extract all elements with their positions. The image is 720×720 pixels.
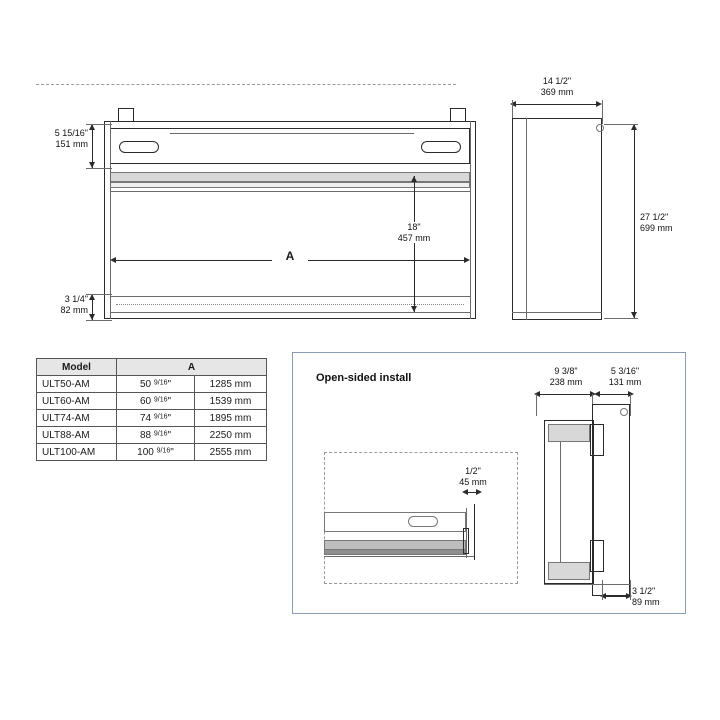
cell-inch: 60 $^{9/16}$" bbox=[117, 393, 195, 410]
cell-mm: 1895 mm bbox=[195, 410, 267, 427]
dim-A-arrow-left bbox=[110, 257, 116, 263]
dim-side-height-inch: 27 1/2" bbox=[640, 212, 669, 222]
dim-left-offset-inch: 9 3/8" bbox=[554, 366, 578, 376]
dim-left-offset-mm: 238 mm bbox=[549, 376, 583, 387]
cell-inch-whole: 88 bbox=[139, 429, 152, 441]
plan-floor-line bbox=[324, 556, 474, 557]
dim-gap-inch: 1/2" bbox=[465, 466, 481, 476]
section-bottom-chamber bbox=[548, 562, 590, 580]
cell-inch-frac: 9/16 bbox=[153, 413, 168, 421]
mount-tab-right bbox=[450, 108, 466, 122]
cell-model: ULT74-AM bbox=[37, 410, 117, 427]
dim-bottom-ext-left bbox=[602, 580, 603, 600]
table-row bbox=[37, 444, 267, 461]
louver-left bbox=[119, 141, 159, 153]
section-lower-bracket bbox=[590, 540, 604, 572]
cell-inch: 88 $^{9/16}$" bbox=[117, 427, 195, 444]
cell-mm: 2250 mm bbox=[195, 427, 267, 444]
dim-gap-mm: 45 mm bbox=[459, 476, 487, 487]
dim-side-height-label bbox=[640, 212, 714, 233]
table-row bbox=[37, 410, 267, 427]
front-top-dashed-line bbox=[36, 84, 456, 85]
dim-height-top-inch: 5 15/16" bbox=[54, 128, 88, 138]
dim-gap-arrow-left bbox=[462, 489, 468, 495]
cell-inch-whole: 100 bbox=[137, 446, 154, 458]
dim-left-offset-arrow-left bbox=[534, 391, 540, 397]
firebox-floor-line bbox=[110, 191, 470, 192]
dim-depth-arrow-left bbox=[510, 101, 516, 107]
cell-model: ULT60-AM bbox=[37, 393, 117, 410]
dim-height-bottom-ext-2 bbox=[86, 320, 112, 321]
dim-A-ext-right bbox=[470, 196, 471, 268]
mount-tab-left bbox=[118, 108, 134, 122]
side-mount-hole bbox=[596, 124, 604, 132]
table-header-row bbox=[37, 359, 267, 376]
section-mount-hole bbox=[620, 408, 628, 416]
dim-height-top-ext-1 bbox=[86, 124, 112, 125]
cell-mm: 2555 mm bbox=[195, 444, 267, 461]
dim-depth-mm: 369 mm bbox=[540, 86, 574, 97]
dim-right-offset-mm: 131 mm bbox=[608, 376, 642, 387]
cell-inch-whole: 50 bbox=[139, 378, 152, 390]
dim-depth-inch: 14 1/2" bbox=[542, 76, 572, 86]
louver-right bbox=[421, 141, 461, 153]
dim-depth-label bbox=[520, 76, 594, 97]
dim-glass-height-label bbox=[378, 222, 450, 243]
dim-side-height-line bbox=[634, 124, 635, 318]
plan-louver bbox=[408, 516, 438, 527]
dim-height-bottom-label bbox=[10, 294, 88, 315]
dim-left-offset-line bbox=[538, 394, 594, 395]
model-dimension-table bbox=[36, 358, 267, 461]
table-row bbox=[37, 427, 267, 444]
dim-gap-arrow-right bbox=[476, 489, 482, 495]
dim-bottom-mm: 89 mm bbox=[632, 596, 660, 607]
dim-right-offset-label bbox=[594, 366, 656, 387]
dim-height-top-ext-2 bbox=[86, 168, 112, 169]
section-upper-bracket bbox=[590, 424, 604, 456]
dim-glass-height-arrow-up bbox=[411, 176, 417, 182]
cell-inch: 100 $^{9/16}$" bbox=[117, 444, 195, 461]
cell-inch-frac: 9/16 bbox=[153, 379, 168, 387]
plan-unit-top-face bbox=[324, 512, 466, 532]
cell-inch-frac: 9/16 bbox=[156, 447, 171, 455]
dim-depth-line bbox=[514, 104, 600, 105]
dim-side-height-mm: 699 mm bbox=[640, 222, 673, 233]
dim-bottom-ext-right bbox=[630, 580, 631, 600]
open-sided-install-title: Open-sided install bbox=[316, 372, 412, 384]
dim-bottom-label bbox=[632, 586, 692, 607]
plinth-dot-line bbox=[116, 304, 464, 305]
dim-gap-ext bbox=[474, 504, 475, 560]
dim-bottom-inch: 3 1/2" bbox=[632, 586, 656, 596]
dim-height-bottom-inch: 3 1/4" bbox=[64, 294, 88, 304]
dim-gap-label bbox=[442, 466, 504, 487]
dim-glass-height-arrow-down bbox=[411, 306, 417, 312]
section-top-chamber bbox=[548, 424, 590, 442]
dim-right-offset-arrow-right bbox=[628, 391, 634, 397]
cell-inch-whole: 60 bbox=[139, 395, 152, 407]
table-header-a: A bbox=[117, 359, 267, 376]
dim-A-arrow-right bbox=[464, 257, 470, 263]
cell-inch: 74 $^{9/16}$" bbox=[117, 410, 195, 427]
glass-strip bbox=[110, 182, 470, 188]
cell-mm: 1285 mm bbox=[195, 376, 267, 393]
dim-section-ext-right bbox=[630, 394, 631, 416]
dim-glass-height-inch: 18" bbox=[407, 222, 421, 232]
dim-height-bottom-ext-1 bbox=[86, 294, 112, 295]
plan-unit-base-band bbox=[324, 549, 466, 555]
dim-height-top-label bbox=[10, 128, 88, 149]
dim-A-label: A bbox=[272, 249, 308, 263]
section-inner-divider bbox=[560, 442, 561, 570]
plinth-top-line bbox=[110, 296, 470, 297]
dim-bottom-arrow-left bbox=[600, 593, 606, 599]
flange-screw-line bbox=[170, 133, 414, 134]
dim-glass-height-line bbox=[414, 176, 415, 312]
cell-model: ULT88-AM bbox=[37, 427, 117, 444]
cell-mm: 1539 mm bbox=[195, 393, 267, 410]
table-row bbox=[37, 393, 267, 410]
plinth-bottom-line bbox=[110, 312, 470, 313]
dim-height-bottom-mm: 82 mm bbox=[60, 304, 88, 315]
plan-side-flange bbox=[463, 528, 469, 554]
side-base-line bbox=[512, 312, 602, 313]
dim-depth-ext-right bbox=[602, 100, 603, 124]
dim-side-height-ext-bottom bbox=[604, 318, 638, 319]
dim-glass-height-mm: 457 mm bbox=[397, 232, 431, 243]
table-header-model: Model bbox=[37, 359, 117, 376]
dim-right-offset-line bbox=[598, 394, 632, 395]
cell-inch-frac: 9/16 bbox=[153, 430, 168, 438]
section-unit-body bbox=[544, 420, 594, 584]
dim-right-offset-arrow-left bbox=[594, 391, 600, 397]
cell-inch-frac: 9/16 bbox=[153, 396, 168, 404]
dim-section-ext-left bbox=[536, 394, 537, 416]
dim-right-offset-inch: 5 3/16" bbox=[610, 366, 640, 376]
cell-inch: 50 $^{9/16}$" bbox=[117, 376, 195, 393]
table-row bbox=[37, 376, 267, 393]
cell-model: ULT100-AM bbox=[37, 444, 117, 461]
section-floor-line bbox=[544, 584, 630, 585]
dim-side-height-ext-top bbox=[604, 124, 638, 125]
side-inner-line bbox=[526, 118, 527, 320]
cell-inch-whole: 74 bbox=[139, 412, 152, 424]
dim-left-offset-label bbox=[534, 366, 598, 387]
dim-height-top-mm: 151 mm bbox=[55, 138, 88, 149]
cell-model: ULT50-AM bbox=[37, 376, 117, 393]
